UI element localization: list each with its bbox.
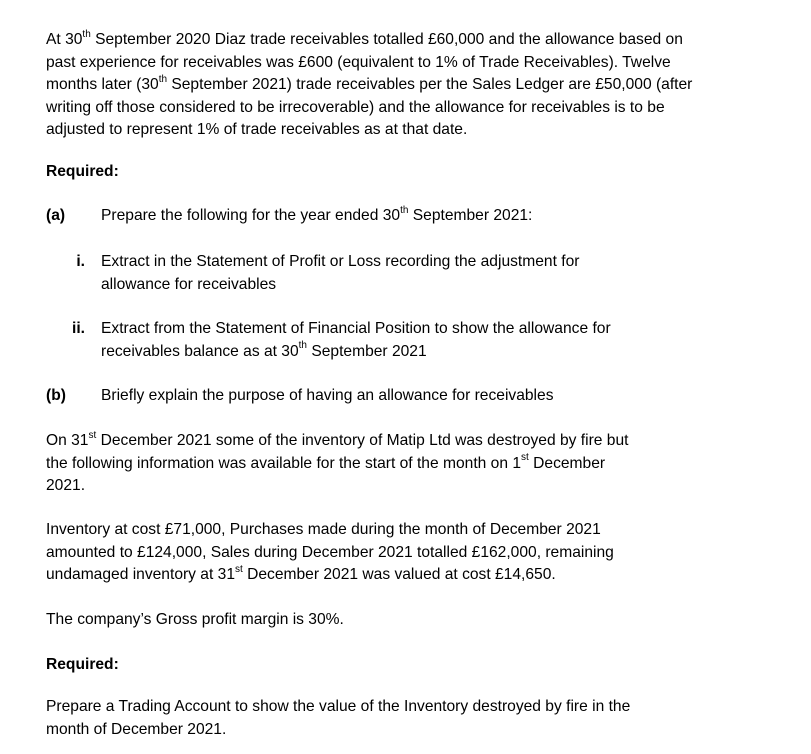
required-heading-2: Required: bbox=[46, 656, 119, 673]
inventory-details-paragraph bbox=[46, 519, 766, 587]
intro-line-2: past experience for receivables was £600 (equivalent to 1% of Trade Receivables). Twelve bbox=[46, 53, 671, 71]
inventory-details-line-2: amounted to £124,000, Sales during December 2021 totalled £162,000, remaining bbox=[46, 543, 614, 561]
inventory-intro-line-2: the following information was available for the start of the month on 1st December bbox=[46, 452, 606, 472]
part-b-label: (b) bbox=[46, 387, 66, 404]
inventory-intro-line-3: 2021. bbox=[46, 477, 86, 494]
required-heading-1: Required: bbox=[46, 163, 119, 180]
inventory-intro-line-1: On 31st December 2021 some of the inventory of Matip Ltd was destroyed by fire but bbox=[46, 429, 629, 449]
part-b-text: Briefly explain the purpose of having an allowance for receivables bbox=[101, 387, 554, 404]
intro-line-5: adjusted to represent 1% of trade receivables as at that date. bbox=[46, 121, 468, 138]
inventory-intro-paragraph bbox=[46, 430, 766, 498]
part-a-text: Prepare the following for the year ended 30th September 2021: bbox=[101, 204, 533, 224]
final-task-line-1: Prepare a Trading Account to show the value of the Inventory destroyed by fire in the bbox=[46, 698, 631, 715]
inventory-details-line-1: Inventory at cost £71,000, Purchases made during the month of December 2021 bbox=[46, 521, 601, 538]
item-i-numeral: i. bbox=[76, 253, 85, 270]
item-i-text: Extract in the Statement of Profit or Loss recording the adjustment for allowance for receivables bbox=[101, 253, 580, 293]
intro-line-4: writing off those considered to be irrecoverable) and the allowance for receivables is to be bbox=[46, 98, 665, 116]
intro-line-1: At 30th September 2020 Diaz trade receivables totalled £60,000 and the allowance based on bbox=[46, 28, 683, 48]
intro-paragraph bbox=[46, 29, 766, 142]
inventory-details-line-3: undamaged inventory at 31st December 2021 was valued at cost £14,650. bbox=[46, 563, 556, 583]
final-task-line-2: month of December 2021. bbox=[46, 720, 227, 738]
item-ii-numeral: ii. bbox=[72, 320, 85, 337]
item-ii-text: Extract from the Statement of Financial Position to show the allowance for receivables balance as at 30th September 2021 bbox=[101, 320, 611, 360]
gross-margin-text: The company’s Gross profit margin is 30%. bbox=[46, 611, 344, 628]
intro-line-3: months later (30th September 2021) trade receivables per the Sales Ledger are £50,000 (after bbox=[46, 73, 693, 93]
final-task-paragraph bbox=[46, 696, 766, 741]
part-a-label: (a) bbox=[46, 207, 66, 224]
